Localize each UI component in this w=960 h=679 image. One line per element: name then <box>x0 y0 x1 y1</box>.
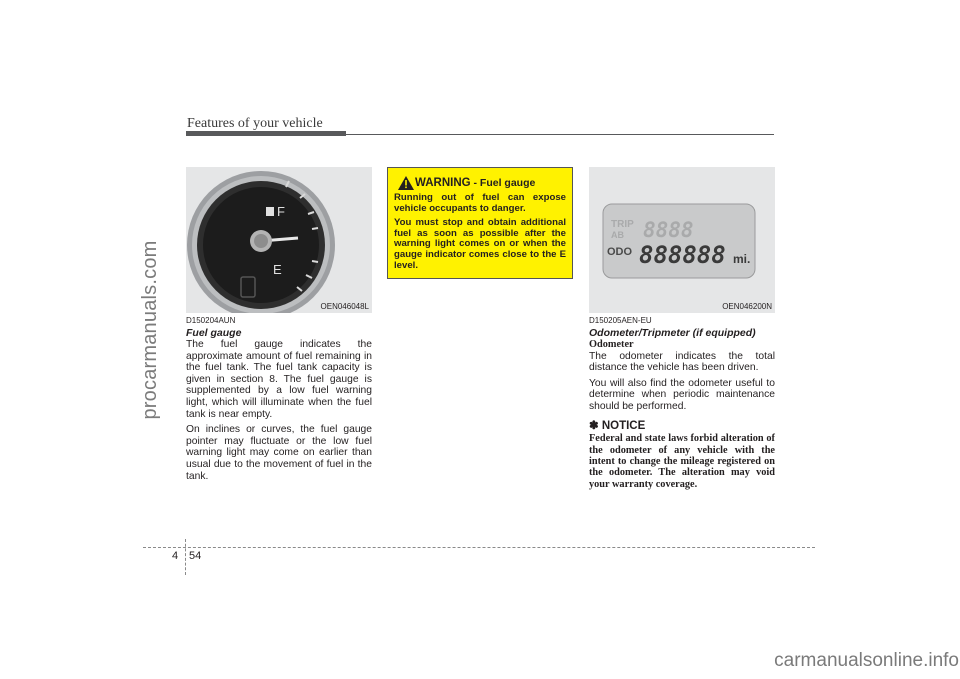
section-code: D150204AUN <box>186 316 236 325</box>
odo-unit: mi. <box>733 252 751 266</box>
bottom-watermark: carmanualsonline.info <box>774 650 959 671</box>
trip-ab-label: AB <box>611 230 624 240</box>
paragraph: The odometer indicates the total distance the vehicle has been driven. <box>589 350 775 374</box>
section-header-title: Features of your vehicle <box>187 116 323 131</box>
footer-rule <box>143 547 815 548</box>
warning-box <box>387 167 573 279</box>
warning-paragraph: Running out of fuel can expose vehicle occupants to danger. <box>394 192 566 214</box>
sub-heading: Odometer <box>589 339 634 350</box>
fuel-gauge-image <box>186 167 372 313</box>
trip-label: TRIP <box>611 219 634 230</box>
odometer-section <box>589 316 775 490</box>
warning-triangle-icon <box>398 176 414 190</box>
paragraph: On inclines or curves, the fuel gauge pointer may fluctuate or the low fuel warning light may come on earlier than usual due to the movement of fuel in the tank. <box>186 424 372 482</box>
section-heading: Fuel gauge <box>186 327 242 339</box>
gauge-empty-mark: E <box>273 262 282 277</box>
figure-code: OEN046048L <box>320 302 369 311</box>
odo-label: ODO <box>607 246 633 258</box>
warning-label: WARNING <box>415 177 471 189</box>
odo-digits: 888888 <box>639 241 726 269</box>
notice-title: ✽ NOTICE <box>589 419 646 432</box>
figure-code: OEN046200N <box>722 302 772 311</box>
fuel-gauge-illustration <box>186 167 372 313</box>
odometer-image <box>589 167 775 313</box>
section-heading: Odometer/Tripmeter (if equipped) <box>589 327 756 339</box>
page-number: 54 <box>189 550 202 562</box>
section-code: D150205AEN-EU <box>589 316 652 325</box>
footer-divider <box>185 539 186 575</box>
paragraph: You will also find the odometer useful to determine when periodic maintenance should be performed. <box>589 377 775 412</box>
gauge-full-mark: F <box>277 204 285 219</box>
side-watermark: procarmanuals.com <box>139 240 161 420</box>
warning-title <box>394 176 566 190</box>
header-rule <box>346 134 774 135</box>
chapter-number: 4 <box>172 550 179 562</box>
odometer-display-illustration <box>589 167 775 313</box>
paragraph: The fuel gauge indicates the approximate amount of fuel remaining in the fuel tank. The fuel tank capacity is given in section 8. The fuel gauge is supplemented by a low fuel warning light, which will illuminate when the fuel tank is near empty. <box>186 339 372 420</box>
fuel-gauge-section <box>186 316 372 486</box>
notice-text: Federal and state laws forbid alteration of the odometer of any vehicle with the intent to change the mileage registered on the odometer. The alteration may void your warranty coverage. <box>589 433 775 490</box>
header-bar <box>186 131 346 136</box>
warning-subject: - Fuel gauge <box>470 177 536 189</box>
trip-digits: 8888 <box>643 218 694 242</box>
warning-paragraph: You must stop and obtain additional fuel as soon as possible after the warning light comes on or when the gauge indicator comes close to the E level. <box>394 217 566 271</box>
